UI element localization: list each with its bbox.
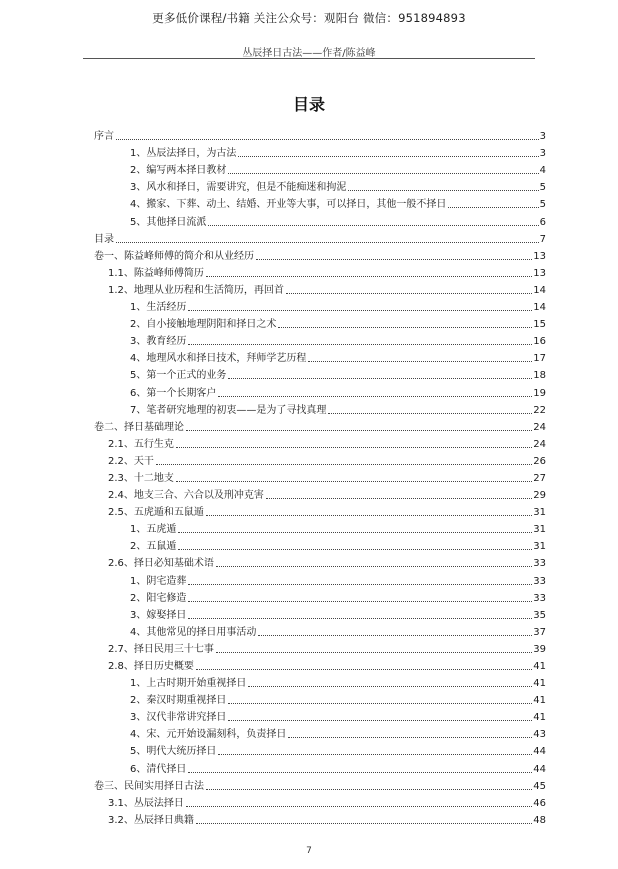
toc-entry-page: 5: [539, 199, 546, 211]
toc-entry[interactable]: [94, 690, 546, 707]
toc-dot-leader: [278, 327, 532, 328]
toc-entry[interactable]: [94, 348, 546, 365]
toc-dot-leader: [178, 532, 532, 533]
toc-dot-leader: [228, 173, 538, 174]
toc-entry[interactable]: [94, 400, 546, 417]
toc-entry-page: 29: [533, 490, 546, 502]
toc-entry[interactable]: [94, 280, 546, 297]
toc-entry-label: 风水和择日，需要讲究，但是不能痴迷和拘泥: [146, 182, 347, 194]
toc-entry-page: 3: [539, 131, 546, 143]
toc-dot-leader: [348, 190, 538, 191]
toc-dot-leader: [238, 156, 538, 157]
toc-entry-page: 22: [533, 404, 546, 416]
toc-entry-label: 择日历史概要: [133, 661, 194, 672]
toc-dot-leader: [248, 686, 532, 687]
toc-entry-label: 卷一、陈益峰师傅的简介和从业经历: [94, 250, 254, 262]
toc-entry[interactable]: [94, 793, 546, 810]
toc-entry-label: 五鼠遁: [146, 541, 177, 553]
toc-entry-page: 13: [533, 267, 546, 279]
toc-dot-leader: [258, 635, 532, 636]
toc-entry-page: 24: [533, 438, 546, 450]
toc-entry-number: 2.4、: [108, 490, 134, 502]
toc-entry-label: 笔者研究地理的初衷——是为了寻找真理: [146, 404, 327, 416]
toc-entry-page: 41: [533, 678, 546, 690]
toc-entry[interactable]: [94, 211, 546, 228]
toc-dot-leader: [188, 310, 532, 311]
toc-entry-number: 1、: [130, 302, 147, 314]
toc-entry-page: 7: [539, 233, 546, 245]
toc-entry-number: 3、: [130, 182, 147, 194]
toc-entry-page: 6: [539, 216, 546, 228]
toc-dot-leader: [206, 276, 532, 277]
toc-entry-number: 2、: [130, 541, 147, 553]
toc-entry-label: 第一个长期客户: [146, 387, 217, 399]
toc-dot-leader: [448, 207, 538, 208]
toc-dot-leader: [188, 772, 532, 773]
toc-entry[interactable]: [94, 639, 546, 656]
toc-entry-number: 5、: [130, 746, 147, 758]
toc-entry-page: 48: [533, 814, 546, 826]
toc-entry-label: 汉代非常讲究择日: [146, 712, 227, 724]
toc-entry-label: 择日民用三十七事: [133, 643, 214, 655]
toc-entry-page: 46: [533, 797, 546, 809]
toc-dot-leader: [156, 464, 532, 465]
toc-entry[interactable]: [94, 246, 546, 263]
toc-entry-number: 2.1、: [108, 438, 134, 450]
toc-entry-number: 2.3、: [108, 472, 134, 484]
toc-entry-page: 24: [533, 421, 546, 433]
toc-dot-leader: [196, 669, 532, 670]
toc-entry-label: 第一个正式的业务: [146, 370, 227, 382]
toc-entry-label: 目录: [94, 233, 114, 245]
toc-entry-page: 14: [533, 302, 546, 314]
toc-entry-number: 2、: [130, 319, 147, 331]
toc-entry-page: 33: [533, 575, 546, 587]
toc-entry-page: 41: [533, 661, 546, 672]
toc-entry[interactable]: [94, 297, 546, 314]
toc-entry-page: 5: [539, 182, 546, 194]
toc-entry-number: 5、: [130, 216, 147, 228]
toc-entry-number: 2.2、: [108, 455, 134, 467]
toc-dot-leader: [196, 823, 532, 824]
toc-entry-page: 45: [533, 780, 546, 792]
toc-entry-page: 37: [533, 626, 546, 638]
toc-entry-page: 33: [533, 558, 546, 570]
toc-dot-leader: [176, 481, 532, 482]
toc-entry[interactable]: [94, 605, 546, 622]
toc-entry-number: 2、: [130, 165, 147, 177]
toc-entry-number: 3.1、: [108, 797, 134, 809]
toc-entry-label: 天干: [133, 455, 154, 467]
toc-dot-leader: [116, 242, 539, 243]
toc-entry[interactable]: [94, 673, 546, 690]
toc-entry-label: 丛辰法择日: [133, 797, 184, 809]
toc-entry-page: 44: [533, 763, 546, 775]
toc-entry[interactable]: [94, 553, 546, 570]
toc-entry-label: 其他择日流派: [146, 216, 207, 228]
toc-entry-label: 丛辰法择日，为古法: [146, 148, 237, 160]
toc-dot-leader: [206, 515, 532, 516]
toc-dot-leader: [228, 703, 532, 704]
toc-entry-label: 地理风水和择日技术，拜师学艺历程: [146, 353, 307, 365]
toc-entry-number: 2.7、: [108, 643, 134, 655]
toc-dot-leader: [286, 293, 532, 294]
toc-entry-page: 17: [533, 353, 546, 365]
toc-entry-number: 1、: [130, 678, 147, 690]
running-header: 丛辰择日古法——作者/陈益峰: [242, 48, 376, 59]
toc-dot-leader: [308, 361, 532, 362]
toc-entry-page: 41: [533, 695, 546, 707]
toc-entry-number: 4、: [130, 729, 147, 741]
toc-entry-page: 33: [533, 592, 546, 604]
page-number: 7: [306, 846, 312, 856]
toc-entry[interactable]: [94, 382, 546, 399]
toc-entry-page: 31: [533, 524, 546, 536]
toc-entry-label: 择日必知基础术语: [133, 558, 214, 570]
toc-entry[interactable]: [94, 229, 546, 246]
toc-dot-leader: [216, 652, 532, 653]
toc-entry-page: 15: [533, 319, 546, 331]
toc-entry-label: 搬家、下葬、动土、结婚、开业等大事，可以择日，其他一般不择日: [146, 199, 447, 211]
toc-entry-number: 2.6、: [108, 558, 134, 570]
toc-entry[interactable]: [94, 126, 546, 143]
toc-entry[interactable]: [94, 485, 546, 502]
toc-dot-leader: [176, 447, 532, 448]
toc-entry-label: 教育经历: [146, 336, 187, 348]
toc-entry[interactable]: [94, 160, 546, 177]
toc-dot-leader: [218, 396, 532, 397]
toc-entry-label: 丛辰择日典籍: [133, 814, 194, 826]
toc-entry[interactable]: [94, 707, 546, 724]
toc-entry-page: 26: [533, 455, 546, 467]
toc-entry-number: 1.2、: [108, 284, 134, 296]
toc-entry-label: 序言: [94, 131, 114, 143]
toc-entry-page: 4: [539, 165, 546, 177]
toc-entry-number: 2.5、: [108, 507, 134, 519]
toc-dot-leader: [328, 413, 532, 414]
toc-entry[interactable]: [94, 724, 546, 741]
toc-entry[interactable]: [94, 417, 546, 434]
table-of-contents: [94, 126, 546, 827]
toc-entry-number: 1、: [130, 575, 147, 587]
toc-entry-number: 5、: [130, 370, 147, 382]
toc-entry-label: 十二地支: [133, 472, 174, 484]
toc-entry-number: 1、: [130, 148, 147, 160]
toc-entry-label: 秦汉时期重视择日: [146, 695, 227, 707]
toc-entry-label: 卷三、民间实用择日古法: [94, 780, 204, 792]
toc-entry-label: 地支三合、六合以及刑冲克害: [133, 490, 264, 502]
toc-entry[interactable]: [94, 588, 546, 605]
toc-dot-leader: [188, 584, 532, 585]
toc-entry[interactable]: [94, 331, 546, 348]
toc-entry[interactable]: [94, 758, 546, 775]
toc-entry[interactable]: [94, 622, 546, 639]
toc-dot-leader: [288, 737, 532, 738]
toc-entry-label: 五虎遁: [146, 524, 177, 536]
toc-entry[interactable]: [94, 177, 546, 194]
toc-entry[interactable]: [94, 519, 546, 536]
toc-entry-label: 清代择日: [146, 763, 187, 775]
toc-entry[interactable]: [94, 434, 546, 451]
toc-entry-number: 2、: [130, 695, 147, 707]
toc-dot-leader: [208, 225, 538, 226]
toc-dot-leader: [206, 789, 532, 790]
toc-entry[interactable]: [94, 656, 546, 673]
toc-entry[interactable]: [94, 570, 546, 587]
toc-entry-page: 31: [533, 541, 546, 553]
toc-dot-leader: [188, 618, 532, 619]
toc-dot-leader: [218, 754, 532, 755]
toc-dot-leader: [186, 806, 532, 807]
toc-entry-label: 编写两本择日教材: [146, 165, 227, 177]
toc-entry-page: 27: [533, 472, 546, 484]
toc-entry[interactable]: [94, 810, 546, 827]
toc-entry-number: 2.8、: [108, 661, 134, 672]
toc-entry-page: 43: [533, 729, 546, 741]
toc-entry-number: 2、: [130, 592, 147, 604]
toc-entry-page: 13: [533, 250, 546, 262]
toc-entry[interactable]: [94, 314, 546, 331]
toc-entry-page: 3: [539, 148, 546, 160]
toc-entry-number: 7、: [130, 404, 147, 416]
toc-entry[interactable]: [94, 741, 546, 758]
toc-entry-number: 3.2、: [108, 814, 134, 826]
toc-entry[interactable]: [94, 143, 546, 160]
toc-entry-number: 3、: [130, 336, 147, 348]
promo-banner: 更多低价课程/书籍 关注公众号：观阳台 微信：951894893: [152, 11, 466, 25]
toc-entry-label: 其他常见的择日用事活动: [146, 626, 257, 638]
toc-entry-number: 4、: [130, 626, 147, 638]
toc-dot-leader: [188, 601, 532, 602]
toc-entry-number: 4、: [130, 199, 147, 211]
toc-entry-label: 嫁娶择日: [146, 609, 187, 621]
toc-entry-page: 44: [533, 746, 546, 758]
toc-entry-label: 阳宅修造: [146, 592, 187, 604]
page-title: 目录: [292, 95, 325, 114]
toc-entry-page: 39: [533, 643, 546, 655]
toc-entry-label: 自小接触地理阴阳和择日之术: [146, 319, 277, 331]
toc-entry[interactable]: [94, 502, 546, 519]
toc-entry-number: 6、: [130, 387, 147, 399]
toc-entry-number: 6、: [130, 763, 147, 775]
toc-dot-leader: [216, 566, 532, 567]
toc-entry-page: 19: [533, 387, 546, 399]
toc-entry[interactable]: [94, 468, 546, 485]
toc-entry-label: 陈益峰师傅简历: [133, 267, 204, 279]
header-rule: [83, 58, 535, 59]
toc-entry-label: 明代大统历择日: [146, 746, 217, 758]
toc-entry-label: 上古时期开始重视择日: [146, 678, 247, 690]
toc-entry-page: 18: [533, 370, 546, 382]
toc-dot-leader: [116, 139, 539, 140]
toc-entry-page: 14: [533, 284, 546, 296]
toc-dot-leader: [188, 344, 532, 345]
toc-dot-leader: [266, 498, 532, 499]
toc-entry-number: 3、: [130, 609, 147, 621]
toc-dot-leader: [228, 720, 532, 721]
toc-entry-page: 35: [533, 609, 546, 621]
toc-dot-leader: [256, 259, 532, 260]
toc-entry[interactable]: [94, 536, 546, 553]
toc-entry[interactable]: [94, 451, 546, 468]
toc-dot-leader: [178, 549, 532, 550]
toc-entry-page: 31: [533, 507, 546, 519]
toc-entry[interactable]: [94, 776, 546, 793]
toc-entry-page: 41: [533, 712, 546, 724]
toc-entry-label: 五虎遁和五鼠遁: [133, 507, 204, 519]
toc-entry-label: 地理从业历程和生活简历，再回首: [133, 284, 284, 296]
toc-entry[interactable]: [94, 194, 546, 211]
toc-entry-label: 阴宅造葬: [146, 575, 187, 587]
toc-dot-leader: [228, 378, 532, 379]
toc-entry-label: 生活经历: [146, 302, 187, 314]
toc-dot-leader: [186, 430, 532, 431]
toc-entry-number: 4、: [130, 353, 147, 365]
toc-entry-label: 卷二、择日基础理论: [94, 421, 184, 433]
toc-entry-number: 1、: [130, 524, 147, 536]
toc-entry[interactable]: [94, 365, 546, 382]
toc-entry-number: 3、: [130, 712, 147, 724]
toc-entry-number: 1.1、: [108, 267, 134, 279]
toc-entry[interactable]: [94, 263, 546, 280]
toc-entry-label: 五行生克: [133, 438, 174, 450]
toc-entry-label: 宋、元开始设漏刻科，负责择日: [146, 729, 287, 741]
toc-entry-page: 16: [533, 336, 546, 348]
